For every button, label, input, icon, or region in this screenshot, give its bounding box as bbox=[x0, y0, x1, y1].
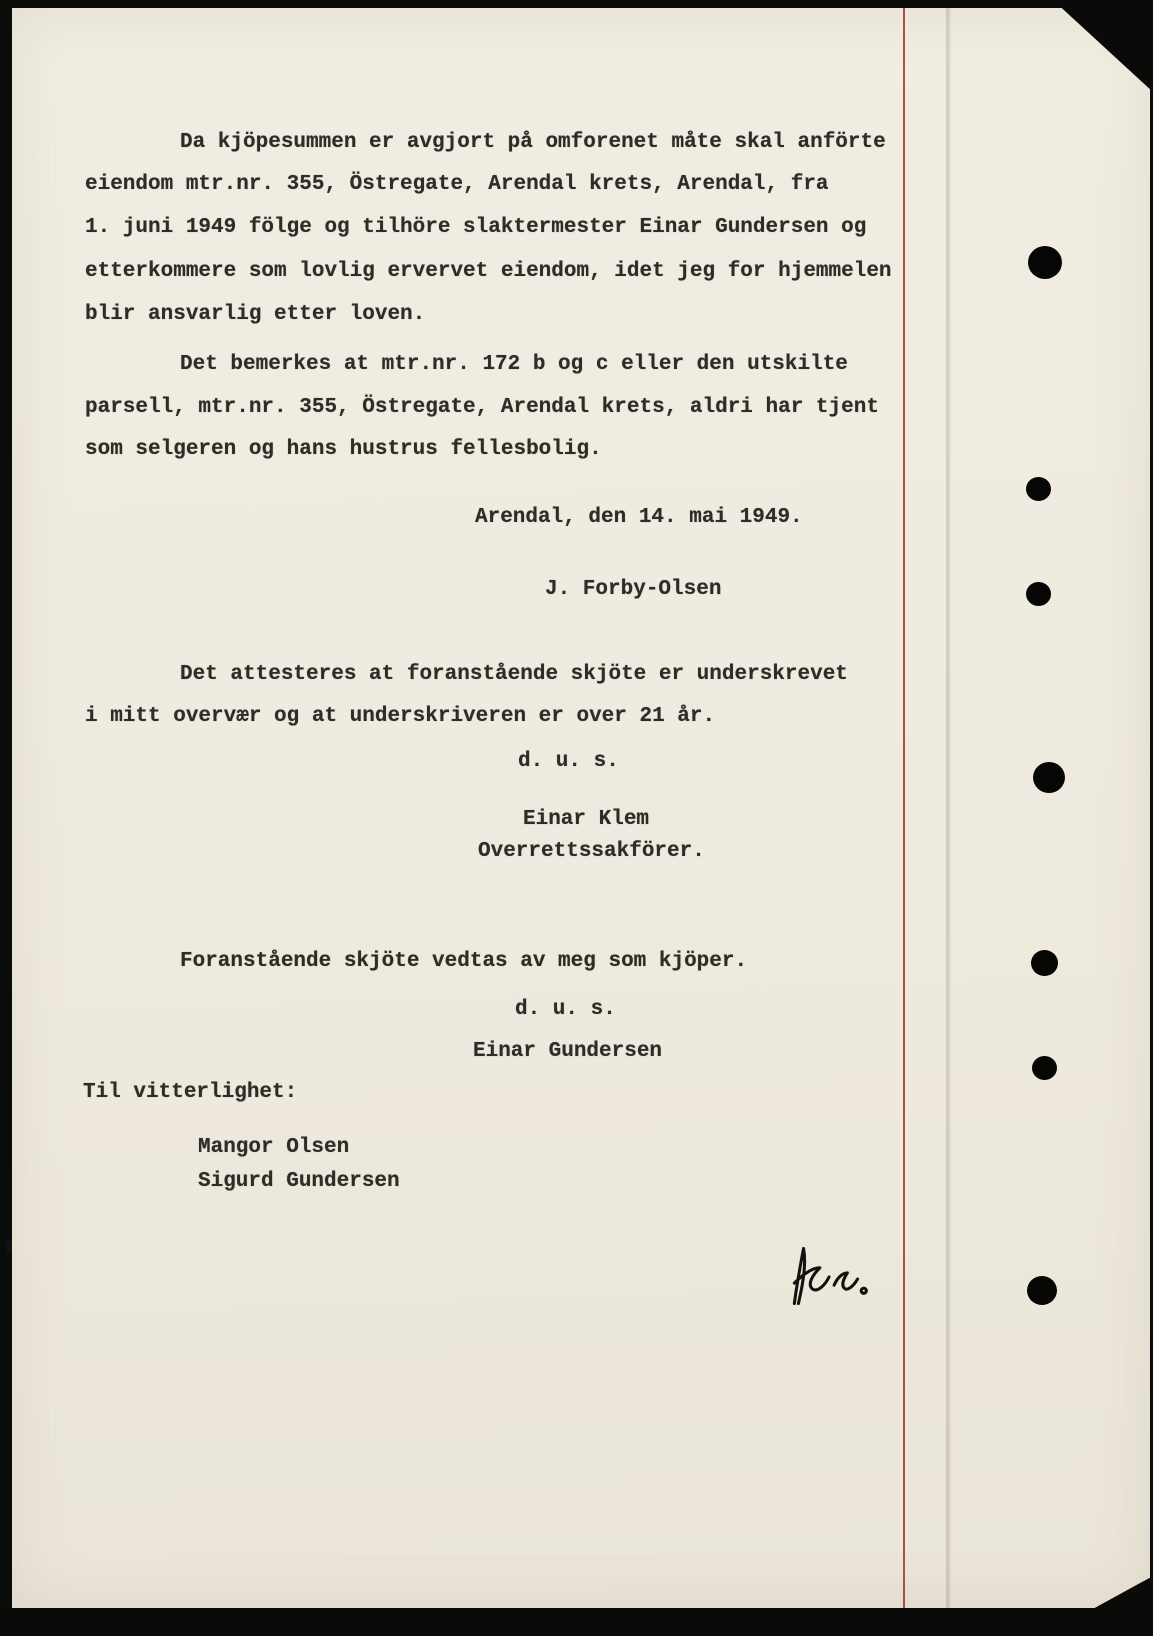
punch-hole-2 bbox=[1026, 477, 1051, 501]
attestation-line1: Det attesteres at foranstående skjöte er underskrevet bbox=[180, 663, 848, 686]
punch-hole-7 bbox=[1027, 1276, 1057, 1305]
red-margin-line bbox=[903, 8, 905, 1610]
attestation-line2: i mitt overvær og at underskriveren er over 21 år. bbox=[85, 705, 716, 728]
scan-edge-bottom bbox=[0, 1608, 1153, 1636]
witness-1: Mangor Olsen bbox=[198, 1136, 350, 1159]
punch-hole-5 bbox=[1031, 950, 1058, 976]
attestor-name: Einar Klem bbox=[523, 808, 650, 831]
deed-p1-line2: eiendom mtr.nr. 355, Östregate, Arendal krets, Arendal, fra bbox=[85, 173, 829, 196]
handwritten-initials bbox=[776, 1236, 878, 1318]
punch-hole-4 bbox=[1033, 762, 1065, 793]
handwritten-initials-drawing bbox=[776, 1236, 878, 1318]
deed-p2-line1: Det bemerkes at mtr.nr. 172 b og c eller den utskilte bbox=[180, 353, 848, 376]
punch-hole-6 bbox=[1032, 1056, 1057, 1080]
deed-p2-line2: parsell, mtr.nr. 355, Östregate, Arendal krets, aldri har tjent bbox=[85, 396, 879, 419]
paper-fold-line bbox=[946, 8, 949, 1608]
punch-hole-3 bbox=[1026, 582, 1051, 606]
deed-p1-line5: blir ansvarlig etter loven. bbox=[85, 303, 426, 326]
deed-p1-line3: 1. juni 1949 fölge og tilhöre slaktermester Einar Gundersen og bbox=[85, 216, 867, 239]
witness-2: Sigurd Gundersen bbox=[198, 1170, 400, 1193]
dateline: Arendal, den 14. mai 1949. bbox=[475, 506, 803, 529]
seller-signature: J. Forby-Olsen bbox=[545, 578, 722, 601]
deed-p1-line4: etterkommere som lovlig ervervet eiendom, idet jeg for hjemmelen bbox=[85, 260, 892, 283]
attestor-title: Overrettssakförer. bbox=[478, 840, 705, 863]
deed-p1-line1: Da kjöpesummen er avgjort på omforenet måte skal anförte bbox=[180, 131, 886, 154]
buyer-name: Einar Gundersen bbox=[473, 1040, 663, 1063]
acceptance-line: Foranstående skjöte vedtas av meg som kjöper. bbox=[180, 950, 748, 973]
scan-artifact-speck bbox=[6, 1240, 12, 1254]
dus-abbreviation-1: d. u. s. bbox=[518, 750, 619, 773]
witness-heading: Til vitterlighet: bbox=[83, 1081, 298, 1104]
deed-p2-line3: som selgeren og hans hustrus fellesbolig. bbox=[85, 438, 602, 461]
dus-abbreviation-2: d. u. s. bbox=[515, 998, 616, 1021]
punch-hole-1 bbox=[1028, 246, 1062, 279]
